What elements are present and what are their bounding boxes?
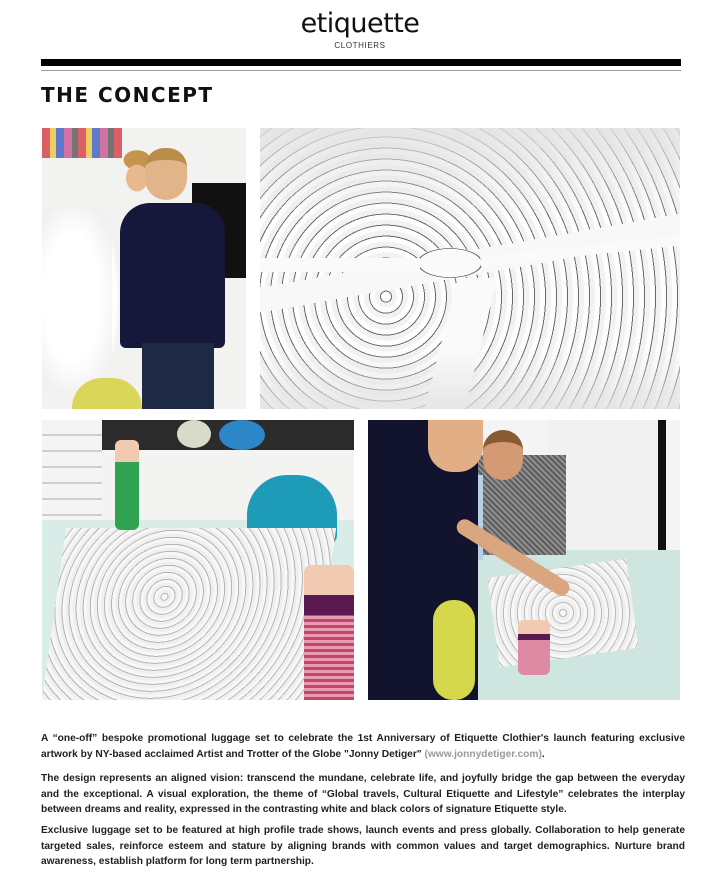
brand-logo (0, 8, 720, 50)
photo-artist-holding-print (42, 128, 246, 409)
print-sheet (42, 208, 112, 388)
intro-text-end: . (541, 748, 545, 760)
page-title: THE CONCEPT (41, 83, 214, 107)
photo-table-with-socks (42, 420, 354, 700)
brand-subtitle: CLOTHIERS (334, 41, 386, 50)
artwork-print (487, 559, 638, 668)
photo-artwork-closeup (260, 128, 680, 409)
globe (219, 420, 265, 450)
striped-sock-display (518, 620, 550, 675)
artist-head (428, 420, 483, 472)
artwork-ray (480, 236, 680, 267)
paragraph-design: The design represents an aligned vision: transcend the mundane, celebrate life, and joyfully bridge the gap between the everyday and the exceptional. A visual exploration, the theme of “Global travels, Cultural Etiquette and Lifestyle” celebrates the interplay between dreams and reality, expressed in the contrasting white and black colors of signature Etiquette style. (41, 773, 685, 815)
artist-website-link[interactable]: (www.jonnydetiger.com) (424, 748, 542, 760)
artist-shirt (120, 203, 225, 348)
header-rule-thin (41, 70, 681, 71)
paragraph-intro (41, 731, 685, 762)
second-man-head (483, 430, 523, 480)
brand-name: etiquette (300, 8, 420, 39)
artist-head (145, 148, 187, 200)
globe (177, 420, 211, 448)
artwork-print (42, 528, 336, 700)
header-rule-thick (41, 59, 681, 66)
photo-reviewing-artwork (368, 420, 680, 700)
stacked-boxes (42, 420, 102, 520)
green-sock-display (115, 440, 139, 530)
paragraph-objectives: Exclusive luggage set to be featured at high profile trade shows, launch events and press globally. Collaboration to help generate targeted sales, reinforce esteem and stature by aligning brands with common values and target demographics. Nurture brand awareness, establish platform for long term partnership. (41, 825, 685, 867)
yellow-chair (433, 600, 475, 700)
depth-blur (260, 349, 680, 409)
depth-blur (260, 128, 680, 218)
hanging-socks (42, 128, 122, 158)
intro-text: A “one-off” bespoke promotional luggage set to celebrate the 1st Anniversary of Etiquette Clothier's launch featuring exclusive artwork by NY-based acclaimed Artist and Trotter of the Globe "Jonny Detiger" (41, 733, 685, 760)
artwork-ray (260, 258, 420, 272)
striped-sock-display (304, 565, 354, 700)
artist-jeans (142, 343, 214, 409)
